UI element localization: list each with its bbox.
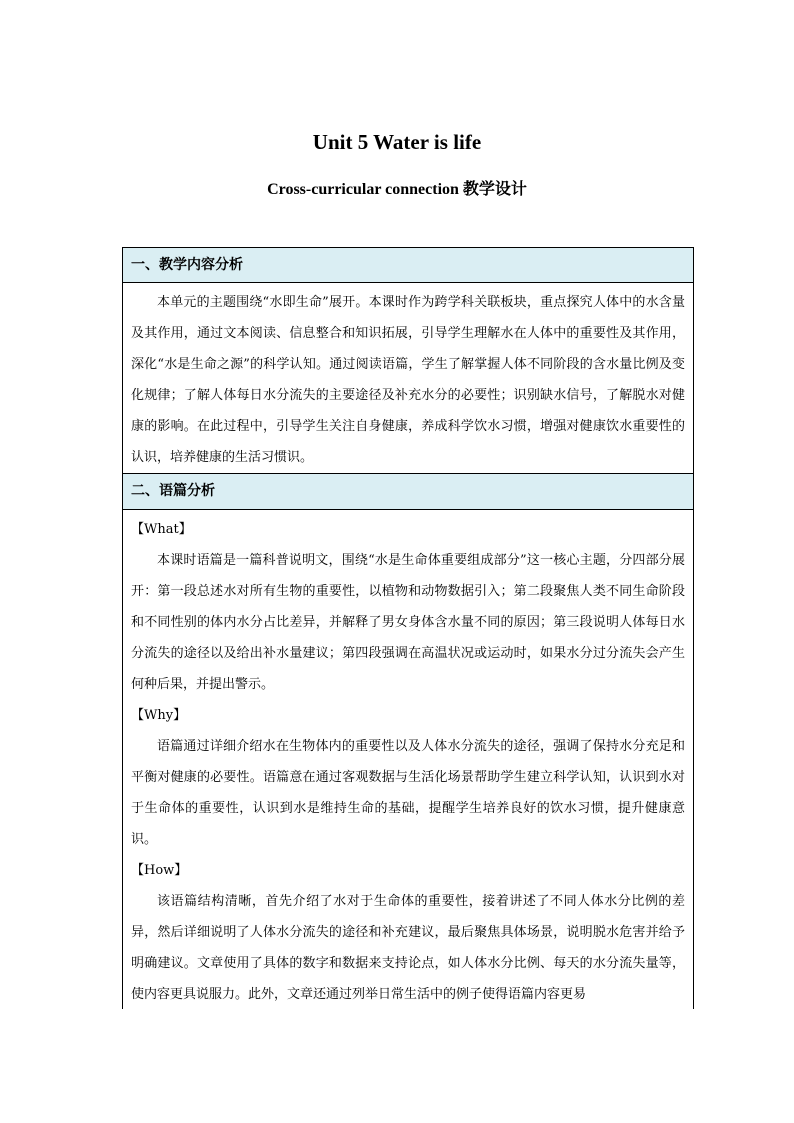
why-label: 【Why】: [131, 708, 187, 723]
content-analysis-cell: [123, 283, 693, 473]
text-analysis-cell: [123, 510, 693, 1009]
lesson-plan-table: [122, 247, 694, 1009]
section-heading-text-analysis: 二、语篇分析: [123, 473, 693, 510]
how-label: 【How】: [131, 863, 188, 878]
document-subtitle: Cross-curricular connection 教学设计: [267, 181, 527, 198]
what-paragraph: 本课时语篇是一篇科普说明文，围绕“水是生命体重要组成部分”这一核心主题，分四部分展开：第一段总述水对所有生物的重要性，以植物和动物数据引入；第二段聚焦人类不同生命阶段和不同性别的体内水分占比差异，并解释了男女身体含水量不同的原因；第三段说明人体每日水分流失的途径以及给出补水量建议；第四段强调在高温状况或运动时，如果水分过分流失会产生何种后果，并提出警示。: [131, 553, 685, 692]
why-paragraph: 语篇通过详细介绍水在生物体内的重要性以及人体水分流失的途径，强调了保持水分充足和平衡对健康的必要性。语篇意在通过客观数据与生活化场景帮助学生建立科学认知，认识到水对于生命体的重要性，认识到水是维持生命的基础，提醒学生培养良好的饮水习惯，提升健康意识。: [131, 739, 685, 847]
what-label: 【What】: [131, 522, 192, 537]
how-paragraph: 该语篇结构清晰，首先介绍了水对于生命体的重要性，接着讲述了不同人体水分比例的差异，然后详细说明了人体水分流失的途径和补充建议，最后聚焦具体场景，说明脱水危害并给予明确建议。文章使用了具体的数字和数据来支持论点，如人体水分比例、每天的水分流失量等，使内容更具说服力。此外，文章还通过列举日常生活中的例子使得语篇内容更易: [131, 894, 685, 1002]
document-title: Unit 5 Water is life: [312, 130, 482, 154]
section-heading-content-analysis: 一、教学内容分析: [123, 248, 693, 283]
content-analysis-paragraph: 本单元的主题围绕“水即生命”展开。本课时作为跨学科关联板块，重点探究人体中的水含量及其作用，通过文本阅读、信息整合和知识拓展，引导学生理解水在人体中的重要性及其作用，深化“水是生命之源”的科学认知。通过阅读语篇，学生了解掌握人体不同阶段的含水量比例及变化规律；了解人体每日水分流失的主要途径及补充水分的必要性；识别缺水信号，了解脱水对健康的影响。在此过程中，引导学生关注自身健康，养成科学饮水习惯，增强对健康饮水重要性的认识，培养健康的生活习惯识。: [131, 295, 685, 465]
